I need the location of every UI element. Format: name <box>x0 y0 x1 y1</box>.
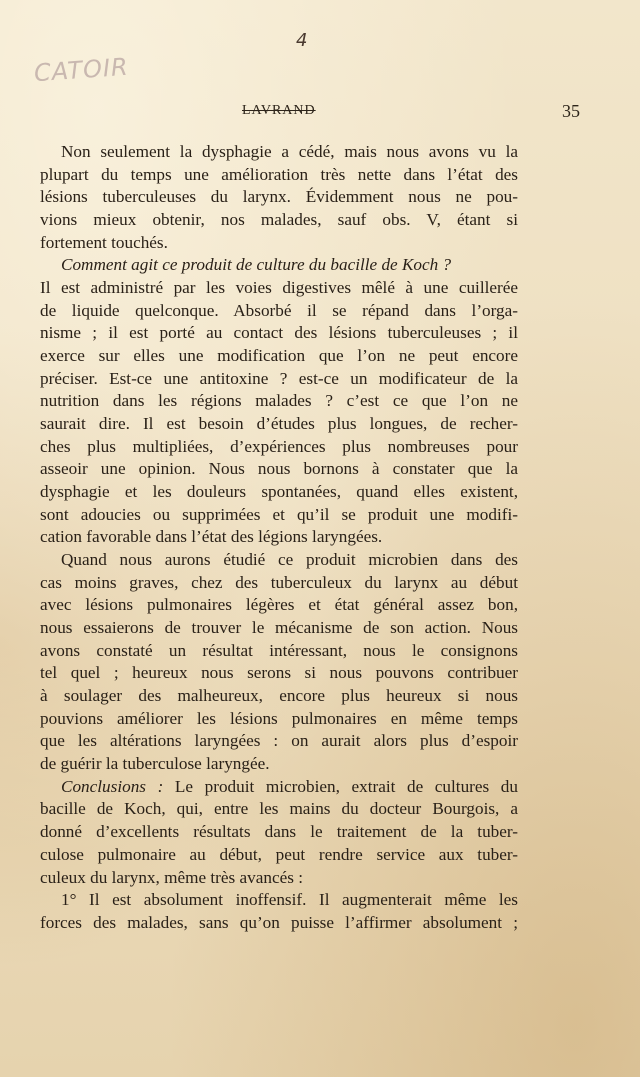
text-line: saurait dire. Il est besoin d’études plus longues, de recher- <box>40 414 518 434</box>
text-line: forces des malades, sans qu’on puisse l’affirmer absolument ; <box>40 912 518 932</box>
text-line: dysphagie et les douleurs spontanées, quand elles existent, <box>40 482 518 502</box>
text-line: préciser. Est-ce une antitoxine ? est-ce un modificateur de la <box>40 368 518 388</box>
handwritten-mark: 4 <box>296 30 308 51</box>
text-line: sont adoucies ou supprimées et qu’il se produit une modifi- <box>40 504 518 524</box>
text-line: de guérir la tuberculose laryngée. <box>40 754 270 774</box>
text-line: asseoir une opinion. Nous nous bornons à constater que la <box>40 459 518 479</box>
text-line: 1° Il est absolument inoffensif. Il augmenterait même les <box>61 890 518 910</box>
text-line: bacille de Koch, qui, entre les mains du docteur Bourgois, a <box>40 799 518 819</box>
text-line: culose pulmonaire au début, peut rendre service aux tuber- <box>40 844 518 864</box>
handwritten-name: CATOIR <box>33 52 130 88</box>
text-line: plupart du temps une amélioration très nette dans l’état des <box>40 164 518 184</box>
text-line: avons constaté un résultat intéressant, nous le consignons <box>40 640 518 660</box>
text-line: exerce sur elles une modification que l’on ne peut encore <box>40 346 518 366</box>
page-number: 35 <box>562 101 580 121</box>
text-line: lésions tuberculeuses du larynx. Évidemment nous ne pou- <box>40 187 518 207</box>
text-line: Quand nous aurons étudié ce produit microbien dans des <box>61 550 518 570</box>
text-line: nous essaierons de trouver le mécanisme de son action. Nous <box>40 618 518 638</box>
text-line: tel quel ; heureux nous serons si nous pouvons contribuer <box>40 663 518 683</box>
text-line: pouvions améliorer les lésions pulmonaires en même temps <box>40 708 518 728</box>
section-heading: Comment agit ce produit de culture du bacille de Koch ? <box>61 255 452 275</box>
conclusions-label: Conclusions : <box>61 776 164 796</box>
text-line: nutrition dans les régions malades ? c’est ce que l’on ne <box>40 391 518 411</box>
text-line: Il est administré par les voies digestives mêlé à une cuillerée <box>40 278 518 298</box>
text-line: cas moins graves, chez des tuberculeux du larynx au début <box>40 572 518 592</box>
text-line: avec lésions pulmonaires légères et état général assez bon, <box>40 595 518 615</box>
text-fragment: Le produit microbien, extrait de cultures du <box>174 776 518 796</box>
body-text <box>40 141 518 935</box>
text-line: vions mieux obtenir, nos malades, sauf obs. V, étant si <box>40 210 518 230</box>
text-line: fortement touchés. <box>40 232 168 252</box>
text-line: culeux du larynx, même très avancés : <box>40 867 303 887</box>
text-line: donné d’excellents résultats dans le traitement de la tuber- <box>40 822 518 842</box>
text-line: cation favorable dans l’état des légions laryngées. <box>40 527 383 547</box>
text-line <box>40 776 518 799</box>
text-line: ches plus multipliées, d’expériences plus nombreuses pour <box>40 436 518 456</box>
text-line: à soulager des malheureux, encore plus heureux si nous <box>40 686 518 706</box>
running-title: LAVRAND <box>242 103 316 118</box>
text-line: Non seulement la dysphagie a cédé, mais nous avons vu la <box>61 142 518 161</box>
text-line: que les altérations laryngées : on aurait alors plus d’espoir <box>40 731 518 751</box>
text-line: nisme ; il est porté au contact des lésions tuberculeuses ; il <box>40 323 518 343</box>
text-line: de liquide quelconque. Absorbé il se répand dans l’orga- <box>40 300 518 320</box>
